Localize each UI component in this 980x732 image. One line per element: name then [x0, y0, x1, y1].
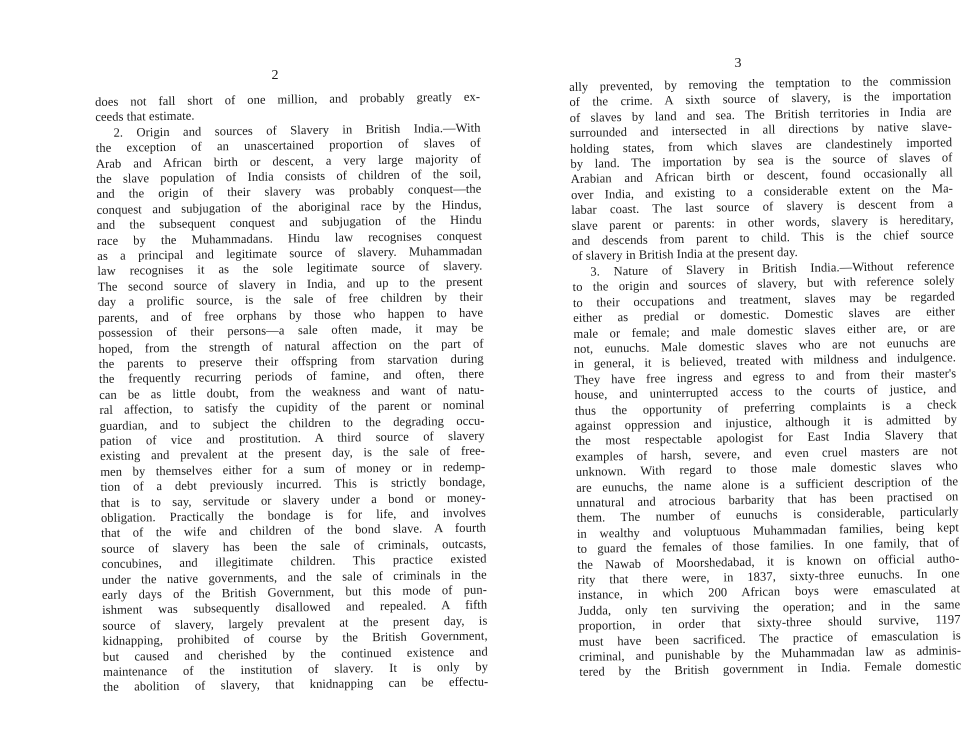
text-line: that is to say, servitude or slavery under a bond or money-: [100, 490, 486, 510]
text-line: ceeds that estimate.: [95, 109, 195, 125]
text-line: possession of their persons—a sale often made, it may be: [98, 320, 484, 341]
text-line: of slaves by land and sea. The British territories in India are: [569, 104, 952, 125]
text-line: day a prolific source, is the sale of free children by their: [97, 289, 483, 310]
text-line: of slavery in British India at the present day.: [571, 245, 798, 264]
text-line: by land. The importation by sea is the source of slaves of: [570, 150, 953, 172]
text-line: in general, it is believed, treated with mildness and indulgence.: [573, 350, 957, 372]
text-line: holding states, from which slaves are clandestinely imported: [570, 134, 953, 156]
text-line: source of slavery, largely prevalent at the present day, is: [102, 613, 488, 633]
text-line: They have free ingress and egress to and from their master's: [574, 366, 957, 387]
text-line: tered by the British government in India. Female domestic: [579, 658, 962, 680]
text-line: pation of vice and prostitution. A third source of slavery: [99, 428, 485, 448]
text-line: instance, in which 200 African boys were emasculated at: [577, 581, 961, 603]
text-line: and the origin of their slavery was probably conquest—the: [96, 182, 482, 202]
text-line: does not fall short of one million, and probably greatly ex-: [95, 89, 481, 109]
text-line: unknown. With regard to those male domestic slaves who: [575, 458, 958, 480]
text-line: Arab and African birth or descent, a very large majority of: [95, 151, 482, 171]
text-line: early days of the British Government, but this mode of pun-: [101, 582, 488, 602]
right-page-text: [569, 73, 961, 680]
text-line: concubines, and illegitimate children. This practice existed: [101, 551, 487, 572]
text-line: against oppression and injustice, although it is admitted by: [574, 412, 958, 433]
text-line: ishment was subsequently disallowed and repealed. A fifth: [102, 597, 488, 618]
text-line: Judda, only ten surviving the operation; and in the same: [578, 597, 961, 618]
left-page-text: [95, 90, 488, 696]
text-line: the most respectable apologist for East India Slavery that: [575, 427, 958, 449]
text-line: and descends from parent to child. This is the chief source: [571, 227, 954, 249]
text-line: ally prevented, by removing the temptation to the commission: [569, 73, 952, 94]
text-line: ral affection, to satisfy the cupidity of the parent or nominal: [99, 397, 485, 418]
text-line: to guard the females of those families. In one family, that of: [577, 535, 960, 557]
text-line: to the origin and sources of slavery, but with reference solely: [572, 273, 955, 295]
text-line: guardian, and to subject the children to the degrading occu-: [99, 413, 485, 433]
text-line: are eunuchs, the name alone is a sufficient description of the: [575, 473, 959, 495]
text-line: must have been sacrificed. The practice of emasculation is: [578, 627, 961, 649]
text-line: over India, and existing to a considerable extent on the Ma-: [570, 181, 954, 202]
text-line: race by the Muhammadans. Hindu law recognises conquest: [96, 228, 483, 248]
text-line: obligation. Practically the bondage is for life, and involves: [100, 505, 486, 525]
text-line: and the subsequent conquest and subjugation of the Hindu: [96, 212, 482, 233]
text-line: tion of a debt previously incurred. This is strictly bondage,: [100, 474, 486, 495]
text-line: maintenance of the institution of slavery. It is only by: [102, 659, 489, 679]
text-line: Arabian and African birth or descent, found occasionally all: [570, 165, 953, 187]
text-line: under the native governments, and the sale of criminals in the: [101, 567, 487, 587]
text-line: can be as little doubt, from the weakness and want of natu-: [99, 382, 485, 402]
text-line: kidnapping, prohibited of course by the British Government,: [102, 628, 488, 649]
text-line: either as predial or domestic. Domestic slaves are either: [573, 304, 956, 326]
text-line: surrounded and intersected in all directions by native slave-: [569, 119, 952, 141]
text-line: of the crime. A sixth source of slavery, is the importation: [569, 88, 952, 110]
page-number-left: 2: [271, 68, 279, 83]
text-line: rity that there were, in 1837, sixty-three eunuchs. In one: [577, 566, 960, 587]
text-line: unnatural and atrocious barbarity that has been practised on: [576, 489, 959, 510]
text-line: law recognises it as the sole legitimate source of slavery.: [97, 259, 483, 279]
text-line: men by themselves either for a sum of money or in redemp-: [100, 459, 486, 479]
text-line: proportion, in order that sixty-three should survive, 1197: [578, 612, 961, 634]
text-line: but caused and cherished by the continued existence and: [102, 644, 488, 664]
text-line: source of slavery has been the sale of criminals, outcasts,: [101, 536, 487, 556]
text-line: slave parent or parents: in other words, slavery is hereditary,: [571, 211, 954, 233]
page-number-right: 3: [734, 56, 742, 71]
text-line: the Nawab of Moorshedabad, it is known on official autho-: [577, 550, 960, 572]
text-line: house, and uninterrupted access to the courts of justice, and: [574, 381, 957, 403]
text-line: criminal, and punishable by the Muhammadan law as adminis-: [578, 643, 962, 664]
text-line: not, eunuchs. Male domestic slaves who are not eunuchs are: [573, 335, 956, 356]
text-line: The second source of slavery in India, and up to the present: [97, 274, 483, 294]
text-line: male or female; and male domestic slaves either are, or are: [573, 319, 956, 341]
text-line: parents, and of free orphans by those who happen to have: [98, 305, 484, 325]
text-line: existing and prevalent at the present day, is the sale of free-: [99, 443, 486, 464]
text-line: 3. Nature of Slavery in British India.—Without reference: [590, 258, 955, 279]
text-line: examples of harsh, severe, and even cruel masters are not: [575, 443, 958, 464]
text-line: the frequently recurring periods of famine, and often, there: [98, 366, 485, 387]
text-line: hoped, from the strength of natural affection on the part of: [98, 336, 484, 356]
text-line: to their occupations and treatment, slaves may be regarded: [572, 288, 955, 310]
text-line: conquest and subjugation of the aboriginal race by the Hindus,: [96, 197, 482, 217]
text-line: the slave population of India consists of children of the soil,: [96, 166, 482, 187]
text-line: them. The number of eunuchs is considerable, particularly: [576, 504, 959, 526]
text-line: as a principal and legitimate source of slavery. Muhammadan: [97, 243, 483, 264]
text-line: labar coast. The last source of slavery is descent from a: [571, 196, 954, 218]
text-line: the abolition of slavery, that knidnapping can be effectu-: [103, 675, 489, 695]
right-page: [490, 0, 980, 732]
text-line: that of the wife and children of the bond slave. A fourth: [101, 520, 487, 541]
text-line: the exception of an unascertained proportion of slaves of: [95, 135, 481, 156]
text-line: the parents to preserve their offspring from starvation during: [98, 351, 484, 371]
text-line: in wealthy and voluptuous Muhammadan families, being kept: [576, 520, 959, 541]
text-line: 2. Origin and sources of Slavery in British India.—With: [113, 120, 481, 140]
text-line: thus the opportunity of preferring complaints is a check: [574, 396, 957, 418]
